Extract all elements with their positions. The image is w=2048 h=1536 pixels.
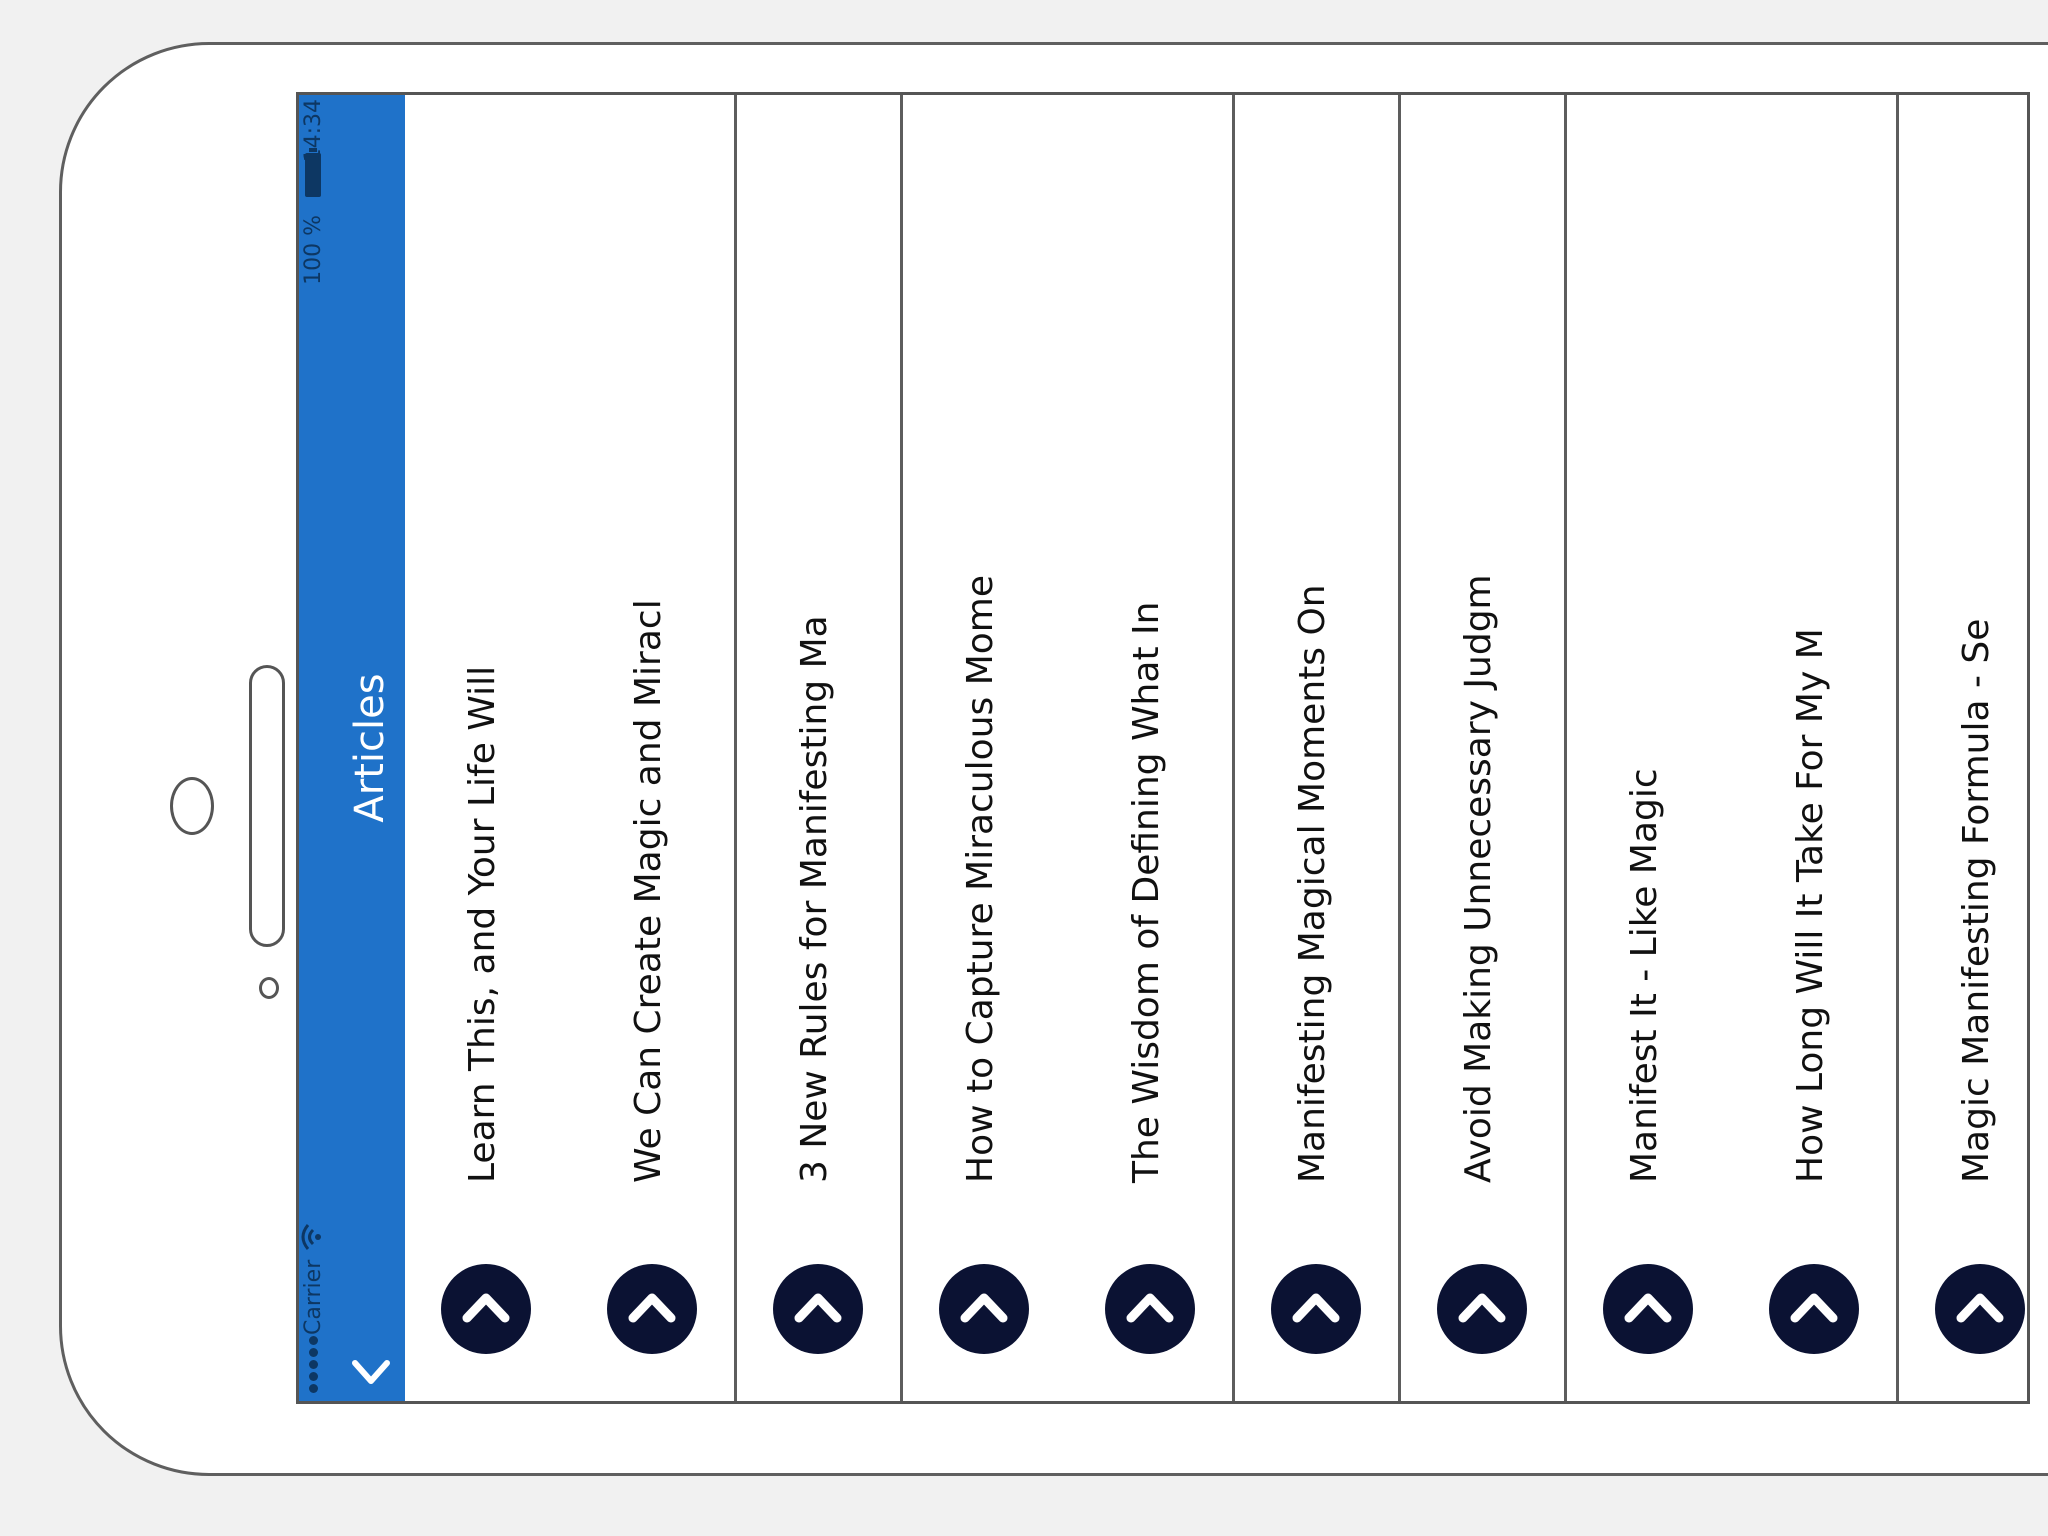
article-title: Learn This, and Your Life Will [462, 665, 503, 1183]
battery-percentage: 100 % [301, 215, 326, 285]
list-row [903, 95, 1235, 1401]
list-item[interactable] [1733, 95, 1899, 1401]
list-item[interactable] [1235, 95, 1401, 1401]
article-title: 3 New Rules for Manifesting Ma [794, 615, 835, 1183]
list-item[interactable] [903, 95, 1069, 1401]
article-title: How to Capture Miraculous Mome [960, 574, 1001, 1183]
list-item[interactable] [1567, 95, 1733, 1401]
list-item[interactable] [1069, 95, 1235, 1401]
article-title: How Long Will It Take For My M [1790, 628, 1831, 1183]
chevron-right-icon[interactable] [1603, 1264, 1693, 1354]
article-title: Manifest It - Like Magic [1624, 768, 1665, 1183]
chevron-right-icon[interactable] [1271, 1264, 1361, 1354]
list-row [1401, 95, 1567, 1401]
article-title: Magic Manifesting Formula - Se [1956, 618, 1997, 1183]
chevron-right-icon[interactable] [773, 1264, 863, 1354]
page-title: Articles [347, 673, 393, 823]
chevron-right-icon[interactable] [1105, 1264, 1195, 1354]
list-item[interactable] [737, 95, 903, 1401]
article-title: Avoid Making Unnecessary Judgm [1458, 574, 1499, 1183]
proximity-sensor [259, 977, 279, 999]
list-item[interactable] [405, 95, 571, 1401]
signal-strength-icon [309, 1336, 318, 1393]
rotated-app-view [299, 95, 2027, 1401]
list-item[interactable] [571, 95, 737, 1401]
article-title: The Wisdom of Defining What In [1126, 601, 1167, 1183]
chevron-right-icon[interactable] [939, 1264, 1029, 1354]
chevron-right-icon[interactable] [1769, 1264, 1859, 1354]
front-camera [170, 777, 214, 835]
chevron-right-icon[interactable] [1935, 1264, 2025, 1354]
list-row [405, 95, 737, 1401]
article-title: Manifesting Magical Moments On [1292, 584, 1333, 1183]
status-time: 14:34 [301, 99, 326, 163]
nav-bar [299, 95, 405, 1401]
article-list [405, 95, 2030, 1401]
list-item[interactable] [1401, 95, 1567, 1401]
chevron-right-icon[interactable] [607, 1264, 697, 1354]
list-row [1567, 95, 1899, 1401]
chevron-right-icon[interactable] [1437, 1264, 1527, 1354]
list-row [1899, 95, 2030, 1401]
chevron-right-icon[interactable] [441, 1264, 531, 1354]
list-item[interactable] [1899, 95, 2030, 1401]
article-title: We Can Create Magic and Miracl [628, 599, 669, 1183]
wifi-icon [299, 1223, 323, 1251]
earpiece-speaker [249, 665, 285, 947]
carrier-label: Carrier [301, 1259, 326, 1335]
list-row [737, 95, 903, 1401]
list-row [1235, 95, 1401, 1401]
phone-screen [296, 92, 2030, 1404]
status-bar [299, 95, 335, 1401]
